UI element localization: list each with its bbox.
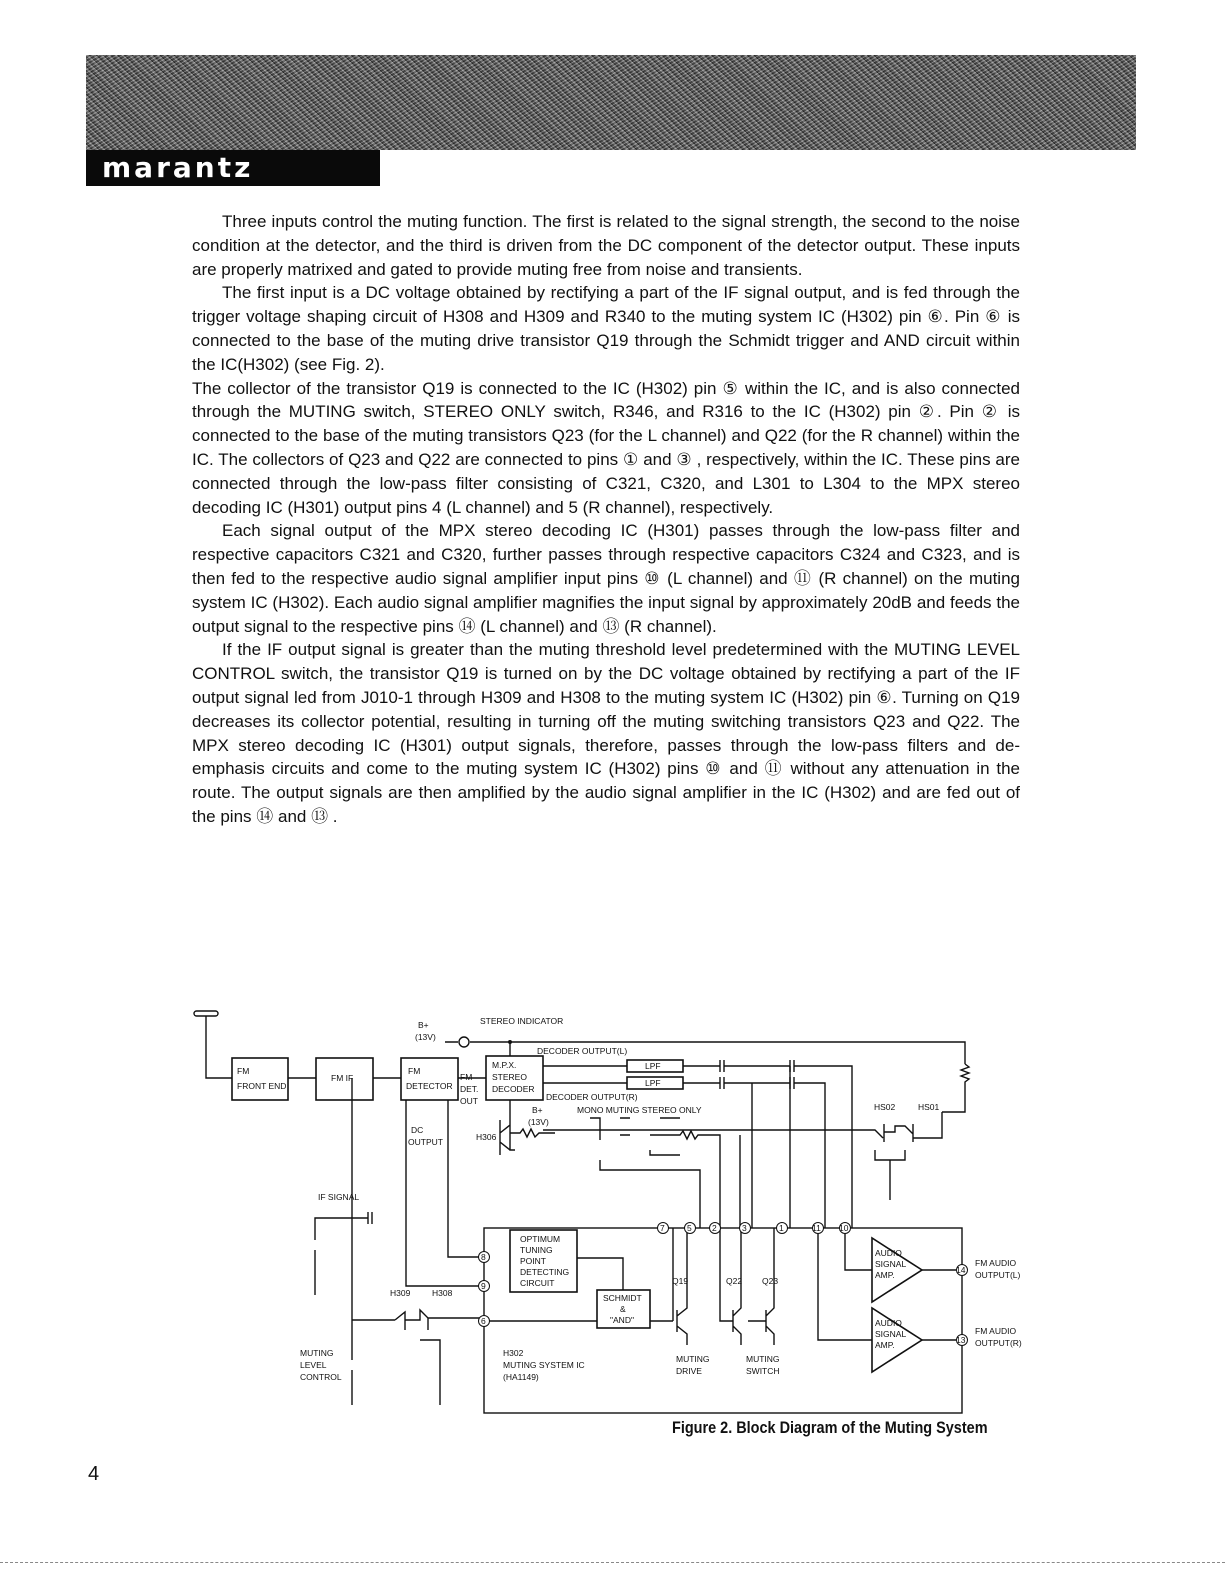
diagram-label: OUTPUT	[408, 1137, 443, 1147]
diagram-label: OUTPUT(L)	[975, 1270, 1021, 1280]
diagram-label: LPF	[645, 1078, 661, 1088]
diagram-label: MUTING	[676, 1354, 710, 1364]
diagram-label: (HA1149)	[503, 1372, 539, 1382]
diagram-label: AUDIO	[875, 1318, 902, 1328]
diagram-label: B+	[418, 1020, 429, 1030]
diagram-label: 9	[481, 1281, 486, 1291]
diagram-label: DECODER	[492, 1084, 535, 1094]
diagram-line	[315, 1078, 484, 1405]
diagram-label: DC	[411, 1125, 424, 1135]
diagram-label: STEREO	[492, 1072, 527, 1082]
diagram-label: DECODER OUTPUT(R)	[546, 1092, 638, 1102]
diagram-label: 6	[481, 1316, 486, 1326]
diagram-label: MUTING SYSTEM IC	[503, 1360, 585, 1370]
diagram-label: 10	[839, 1223, 849, 1233]
diagram-label: M.P.X.	[492, 1060, 517, 1070]
diagram-label: OUTPUT(R)	[975, 1338, 1022, 1348]
diagram-label: DETECTOR	[406, 1081, 453, 1091]
diagram-label: FM IF	[331, 1073, 354, 1083]
diagram-label: SIGNAL	[875, 1259, 907, 1269]
diagram-label: STEREO INDICATOR	[480, 1016, 564, 1026]
diagram-label: AMP.	[875, 1340, 895, 1350]
diagram-label: FM	[237, 1066, 250, 1076]
diagram-label: 1	[779, 1223, 784, 1233]
diagram-label: SWITCH	[746, 1366, 780, 1376]
diagram-label: 2	[712, 1223, 717, 1233]
paragraph: If the IF output signal is greater than the muting threshold level predetermined with the MUTING LEVEL CONTROL switch, the transistor Q19 is turned on by the DC voltage obtained by rectifying a part of the IF output signal led from J010-1 through H309 and H308 to the muting system IC (H302) pin ⑥. Turning on Q19 decreases its collector potential, resulting in turning off the muting switching transistors Q23 and Q22. The MPX stereo decoding IC (H301) output signals, therefore, passes through the low-pass filters and de-emphasis circuits and come to the muting system IC (H302) pins ⑩ and ⑪ without any attenuation in the route. The output signals are then amplified by the audio signal amplifier in the IC (H302) and are fed out of the pins ⑭ and ⑬ .	[192, 640, 1020, 826]
page-number: 4	[88, 1463, 100, 1485]
diagram-label: DRIVE	[676, 1366, 702, 1376]
diagram-label: LEVEL	[300, 1360, 327, 1370]
diagram-label: AUDIO	[875, 1248, 902, 1258]
diagram-label: (13V)	[415, 1032, 436, 1042]
diagram-line	[459, 1037, 469, 1047]
diagram-label: DETECTING	[520, 1267, 570, 1277]
diagram-label: MUTING	[300, 1348, 334, 1358]
diagram-label: MONO MUTING STEREO ONLY	[577, 1105, 702, 1115]
diagram-label: DECODER OUTPUT(L)	[537, 1046, 628, 1056]
diagram-label: &	[620, 1304, 626, 1314]
diagram-line	[543, 1066, 852, 1228]
diagram-label: CONTROL	[300, 1372, 342, 1382]
diagram-label: H306	[476, 1132, 497, 1142]
diagram-label: TUNING	[520, 1245, 553, 1255]
diagram-label: H302	[503, 1348, 524, 1358]
diagram-label: LPF	[645, 1061, 661, 1071]
diagram-label: 14	[956, 1265, 966, 1275]
diagram-label: "AND"	[610, 1315, 634, 1325]
fm-front-end-block	[232, 1058, 288, 1100]
diagram-label: H308	[432, 1288, 453, 1298]
diagram-label: (13V)	[528, 1117, 549, 1127]
diagram-line	[720, 1060, 794, 1089]
diagram-line	[508, 1040, 512, 1044]
diagram-label: Q19	[672, 1276, 689, 1286]
diagram-label: SIGNAL	[875, 1329, 907, 1339]
diagram-label: Q22	[726, 1276, 743, 1286]
diagram-label: 5	[687, 1223, 692, 1233]
diagram-label: FM	[408, 1066, 421, 1076]
diagram-label: 11	[812, 1223, 821, 1233]
paragraph: Each signal output of the MPX stereo decoding IC (H301) passes through the low-pass filter and respective capacitors C321 and C320, further passes through respective capacitors C324 and C323, and is then fed to the respective audio signal amplifier input pins ⑩ (L channel) and ⑪ (R channel) on the muting system IC (H302). Each audio signal amplifier magnifies the input signal by approximately 20dB and feeds the output signal to the respective pins ⑭ (L channel) and ⑬ (R channel).	[192, 521, 1020, 636]
paragraph: Three inputs control the muting function. The first is related to the signal strength, the second to the noise condition at the detector, and the third is driven from the DC component of the detector output. These inputs are properly matrixed and gated to provide muting free from noise and transients.	[192, 212, 1020, 279]
diagram-label: FM AUDIO	[975, 1326, 1017, 1336]
diagram-label: HS02	[874, 1102, 896, 1112]
diagram-line	[194, 1011, 218, 1016]
diagram-label: OUT	[460, 1096, 478, 1106]
diagram-label: 8	[481, 1252, 486, 1262]
diagram-label: 13	[956, 1335, 966, 1345]
paragraph: The first input is a DC voltage obtained by rectifying a part of the IF signal output, and is fed through the trigger voltage shaping circuit of H308 and H309 and R340 to the muting system IC (H302) pin ⑥. Pin ⑥ is connected to the base of the muting drive transistor Q19 through the Schmidt trigger and AND circuit within the IC(H302) (see Fig. 2).	[192, 283, 1020, 374]
diagram-label: AMP.	[875, 1270, 895, 1280]
diagram-label: B+	[532, 1105, 543, 1115]
diagram-line	[543, 1112, 942, 1200]
page-edge	[0, 1562, 1225, 1563]
diagram-label: CIRCUIT	[520, 1278, 555, 1288]
diagram-label: 7	[660, 1223, 665, 1233]
diagram-line	[677, 1228, 774, 1345]
diagram-label: FM AUDIO	[975, 1258, 1017, 1268]
diagram-label: 3	[742, 1223, 747, 1233]
brand-logo: marantz	[86, 150, 380, 186]
diagram-label: H309	[390, 1288, 411, 1298]
fm-detector-block	[401, 1058, 458, 1100]
diagram-line	[942, 1064, 969, 1112]
diagram-label: FM	[460, 1072, 473, 1082]
diagram-label: MUTING	[746, 1354, 780, 1364]
diagram-label: SCHMIDT	[603, 1293, 642, 1303]
diagram-label: OPTIMUM	[520, 1234, 561, 1244]
diagram-label: POINT	[520, 1256, 546, 1266]
diagram-label: IF SIGNAL	[318, 1192, 360, 1202]
figure-caption: Figure 2. Block Diagram of the Muting System	[672, 1418, 988, 1437]
diagram-label: HS01	[918, 1102, 940, 1112]
paragraph: The collector of the transistor Q19 is connected to the IC (H302) pin ⑤ within the IC, and is also connected through the MUTING switch, STEREO ONLY switch, R346, and R316 to the IC (H302) pin ②. Pin ② is connected to the base of the muting transistors Q23 (for the L channel) and Q22 (for the R channel) within the IC. The collectors of Q23 and Q22 are connected to pins ① and ③ , respectively, within the IC. These pins are connected through the low-pass filter consisting of C321, C320, and L301 to L304 to the MPX stereo decoding IC (H301) output pins 4 (L channel) and 5 (R channel), respectively.	[192, 378, 1020, 517]
diagram-label: FRONT END	[237, 1081, 287, 1091]
diagram-label: Q23	[762, 1276, 779, 1286]
diagram-label: DET.	[460, 1084, 479, 1094]
